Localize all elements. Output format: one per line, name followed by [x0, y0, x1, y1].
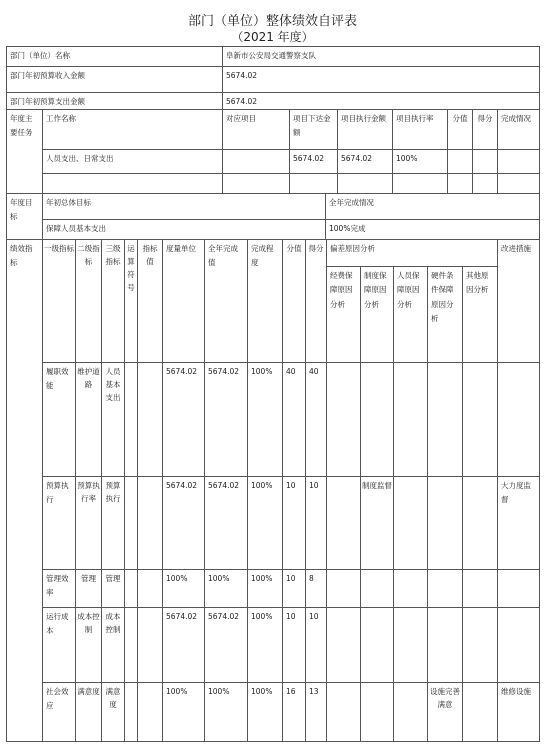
perf-row5-index: [137, 682, 163, 742]
perf-header-score: 分值: [282, 239, 306, 363]
perf-row3-score: 10: [282, 569, 306, 608]
perf-row2-improve: 大力度监督: [497, 476, 540, 570]
task-row-exec-rate: 100%: [392, 149, 448, 174]
perf-row4-score: 10: [282, 607, 306, 683]
perf-row1-index: [137, 362, 163, 477]
goal-row-initial: 保障人员基本支出: [42, 219, 326, 240]
perf-row5-target: 100%: [162, 682, 205, 742]
task-row-got: [472, 149, 498, 174]
perf-row1-degree: 100%: [247, 362, 283, 477]
perf-header-index: 指标值: [137, 239, 163, 363]
perf-row5-got: 13: [305, 682, 327, 742]
perf-row4-index: [137, 607, 163, 683]
perf-row1-l2: 维护道路: [75, 362, 102, 477]
dept-name-label: 部门（单位）名称: [6, 46, 223, 67]
perf-row2-actual: 5674.02: [204, 476, 248, 570]
perf-row1-code: [124, 362, 138, 477]
perf-row3-index: [137, 569, 163, 608]
perf-row2-d1: [326, 476, 361, 570]
perf-row5-code: [124, 682, 138, 742]
perf-section-label: 绩效指标: [6, 239, 43, 742]
perf-row3-d1: [326, 569, 361, 608]
perf-row1-target: 5674.02: [162, 362, 205, 477]
perf-row5-d4: 设施完善满意: [427, 682, 463, 742]
perf-row4-actual: 5674.02: [204, 607, 248, 683]
task-header-exec-amount: 项目执行金额: [337, 109, 393, 150]
perf-row5-d1: [326, 682, 361, 742]
perf-row5-actual: 100%: [204, 682, 248, 742]
task-empty-cell: [222, 173, 290, 194]
perf-row2-d2: 制度监督: [360, 476, 394, 570]
perf-row2-d5: [462, 476, 498, 570]
perf-row2-l1: 预算执行: [42, 476, 76, 570]
perf-row3-d3: [393, 569, 428, 608]
perf-row3-improve: [497, 569, 540, 608]
perf-row1-d1: [326, 362, 361, 477]
perf-row3-d5: [462, 569, 498, 608]
task-row-project: [222, 149, 290, 174]
perf-row2-index: [137, 476, 163, 570]
task-header-exec-rate: 项目执行率: [392, 109, 448, 150]
goal-header-initial: 年初总体目标: [42, 193, 326, 220]
dev-sub-hardware: 硬件条件保障原因分析: [427, 266, 463, 363]
form-year: （2021 年度）: [231, 30, 314, 44]
perf-row5-degree: 100%: [247, 682, 283, 742]
income-label: 部门年初预算收入金额: [6, 66, 223, 93]
perf-row2-d3: [393, 476, 428, 570]
form-title: 部门（单位）整体绩效自评表: [187, 14, 357, 29]
perf-row2-degree: 100%: [247, 476, 283, 570]
task-empty-cell: [289, 173, 338, 194]
task-row-year-expense: 5674.02: [289, 149, 338, 174]
income-value: 5674.02: [222, 66, 540, 93]
task-empty-row: [42, 173, 223, 194]
task-empty-cell: [392, 173, 448, 194]
perf-row2-score: 10: [282, 476, 306, 570]
perf-header-improve: 改进措施: [497, 239, 540, 363]
perf-row3-target: 100%: [162, 569, 205, 608]
perf-row2-l3: 预算执行: [101, 476, 125, 570]
perf-row5-d5: [462, 682, 498, 742]
task-row-score: [447, 149, 473, 174]
perf-row1-d2: [360, 362, 394, 477]
perf-row1-actual: 5674.02: [204, 362, 248, 477]
dev-sub-staff: 人员保障原因分析: [393, 266, 428, 363]
perf-row3-l3: 管理: [101, 569, 125, 608]
perf-row2-code: [124, 476, 138, 570]
perf-row3-degree: 100%: [247, 569, 283, 608]
perf-row3-d4: [427, 569, 463, 608]
task-header-work: 工作名称: [42, 109, 223, 150]
perf-row4-improve: [497, 607, 540, 683]
perf-row1-l3: 人员基本支出: [101, 362, 125, 477]
perf-row5-d3: [393, 682, 428, 742]
perf-row2-l2: 预算执行率: [75, 476, 102, 570]
task-row-name: 人员支出、日常支出: [42, 149, 223, 174]
perf-row4-d1: [326, 607, 361, 683]
perf-row1-d5: [462, 362, 498, 477]
perf-row4-l3: 成本控制: [101, 607, 125, 683]
perf-header-code: 运算符号: [124, 239, 138, 363]
perf-header-deviation: 偏差原因分析: [326, 239, 498, 267]
task-empty-cell: [497, 173, 540, 194]
perf-row1-d4: [427, 362, 463, 477]
dev-sub-system: 制度保障原因分析: [360, 266, 394, 363]
perf-header-l2: 二级指标: [75, 239, 102, 363]
perf-row5-l3: 满意度: [101, 682, 125, 742]
task-empty-cell: [472, 173, 498, 194]
perf-row4-target: 5674.02: [162, 607, 205, 683]
task-section-label: 年度主要任务: [6, 109, 43, 194]
perf-row4-degree: 100%: [247, 607, 283, 683]
perf-row5-d2: [360, 682, 394, 742]
perf-row4-got: 10: [305, 607, 327, 683]
perf-row3-l1: 管理效率: [42, 569, 76, 608]
perf-row4-code: [124, 607, 138, 683]
perf-header-target: 度量单位: [162, 239, 205, 363]
perf-row3-d2: [360, 569, 394, 608]
perf-row3-actual: 100%: [204, 569, 248, 608]
perf-row4-d3: [393, 607, 428, 683]
perf-row2-got: 10: [305, 476, 327, 570]
task-header-status: 完成情况: [497, 109, 540, 150]
dev-sub-other: 其他原因分析: [462, 266, 498, 363]
perf-row5-score: 16: [282, 682, 306, 742]
expense-value: 5674.02: [222, 92, 540, 110]
task-header-year-expense: 项目下达金额: [289, 109, 338, 150]
perf-row2-d4: [427, 476, 463, 570]
perf-header-degree: 完成程度: [247, 239, 283, 363]
task-header-got: 得分: [472, 109, 498, 150]
perf-row4-d5: [462, 607, 498, 683]
task-header-score: 分值: [447, 109, 473, 150]
perf-header-l3: 三级指标: [101, 239, 125, 363]
perf-row5-l1: 社会效应: [42, 682, 76, 742]
perf-row1-l1: 履职效能: [42, 362, 76, 477]
task-row-exec-amount: 5674.02: [337, 149, 393, 174]
perf-row2-target: 5674.02: [162, 476, 205, 570]
task-header-project: 对应项目: [222, 109, 290, 150]
task-row-status: [497, 149, 540, 174]
goal-section-label: 年度目标: [6, 193, 43, 240]
perf-row5-l2: 满意度: [75, 682, 102, 742]
perf-row1-score: 40: [282, 362, 306, 477]
perf-row1-d3: [393, 362, 428, 477]
perf-row4-d4: [427, 607, 463, 683]
goal-row-complete: 100%完成: [325, 219, 540, 240]
perf-row3-got: 8: [305, 569, 327, 608]
perf-row4-l1: 运行成本: [42, 607, 76, 683]
perf-row3-l2: 管理: [75, 569, 102, 608]
perf-row3-code: [124, 569, 138, 608]
perf-header-actual: 全年完成值: [204, 239, 248, 363]
task-empty-cell: [337, 173, 393, 194]
task-empty-cell: [447, 173, 473, 194]
perf-row4-l2: 成本控制: [75, 607, 102, 683]
perf-row5-improve: 维修设施: [497, 682, 540, 742]
perf-row4-d2: [360, 607, 394, 683]
perf-row1-got: 40: [305, 362, 327, 477]
perf-row1-improve: [497, 362, 540, 477]
goal-header-complete: 全年完成情况: [325, 193, 540, 220]
expense-label: 部门年初预算支出金额: [6, 92, 223, 110]
perf-header-got: 得分: [305, 239, 327, 363]
dept-name-value: 阜新市公安局交通警察支队: [222, 46, 540, 67]
perf-header-l1: 一级指标: [42, 239, 76, 363]
dev-sub-funding: 经费保障原因分析: [326, 266, 361, 363]
